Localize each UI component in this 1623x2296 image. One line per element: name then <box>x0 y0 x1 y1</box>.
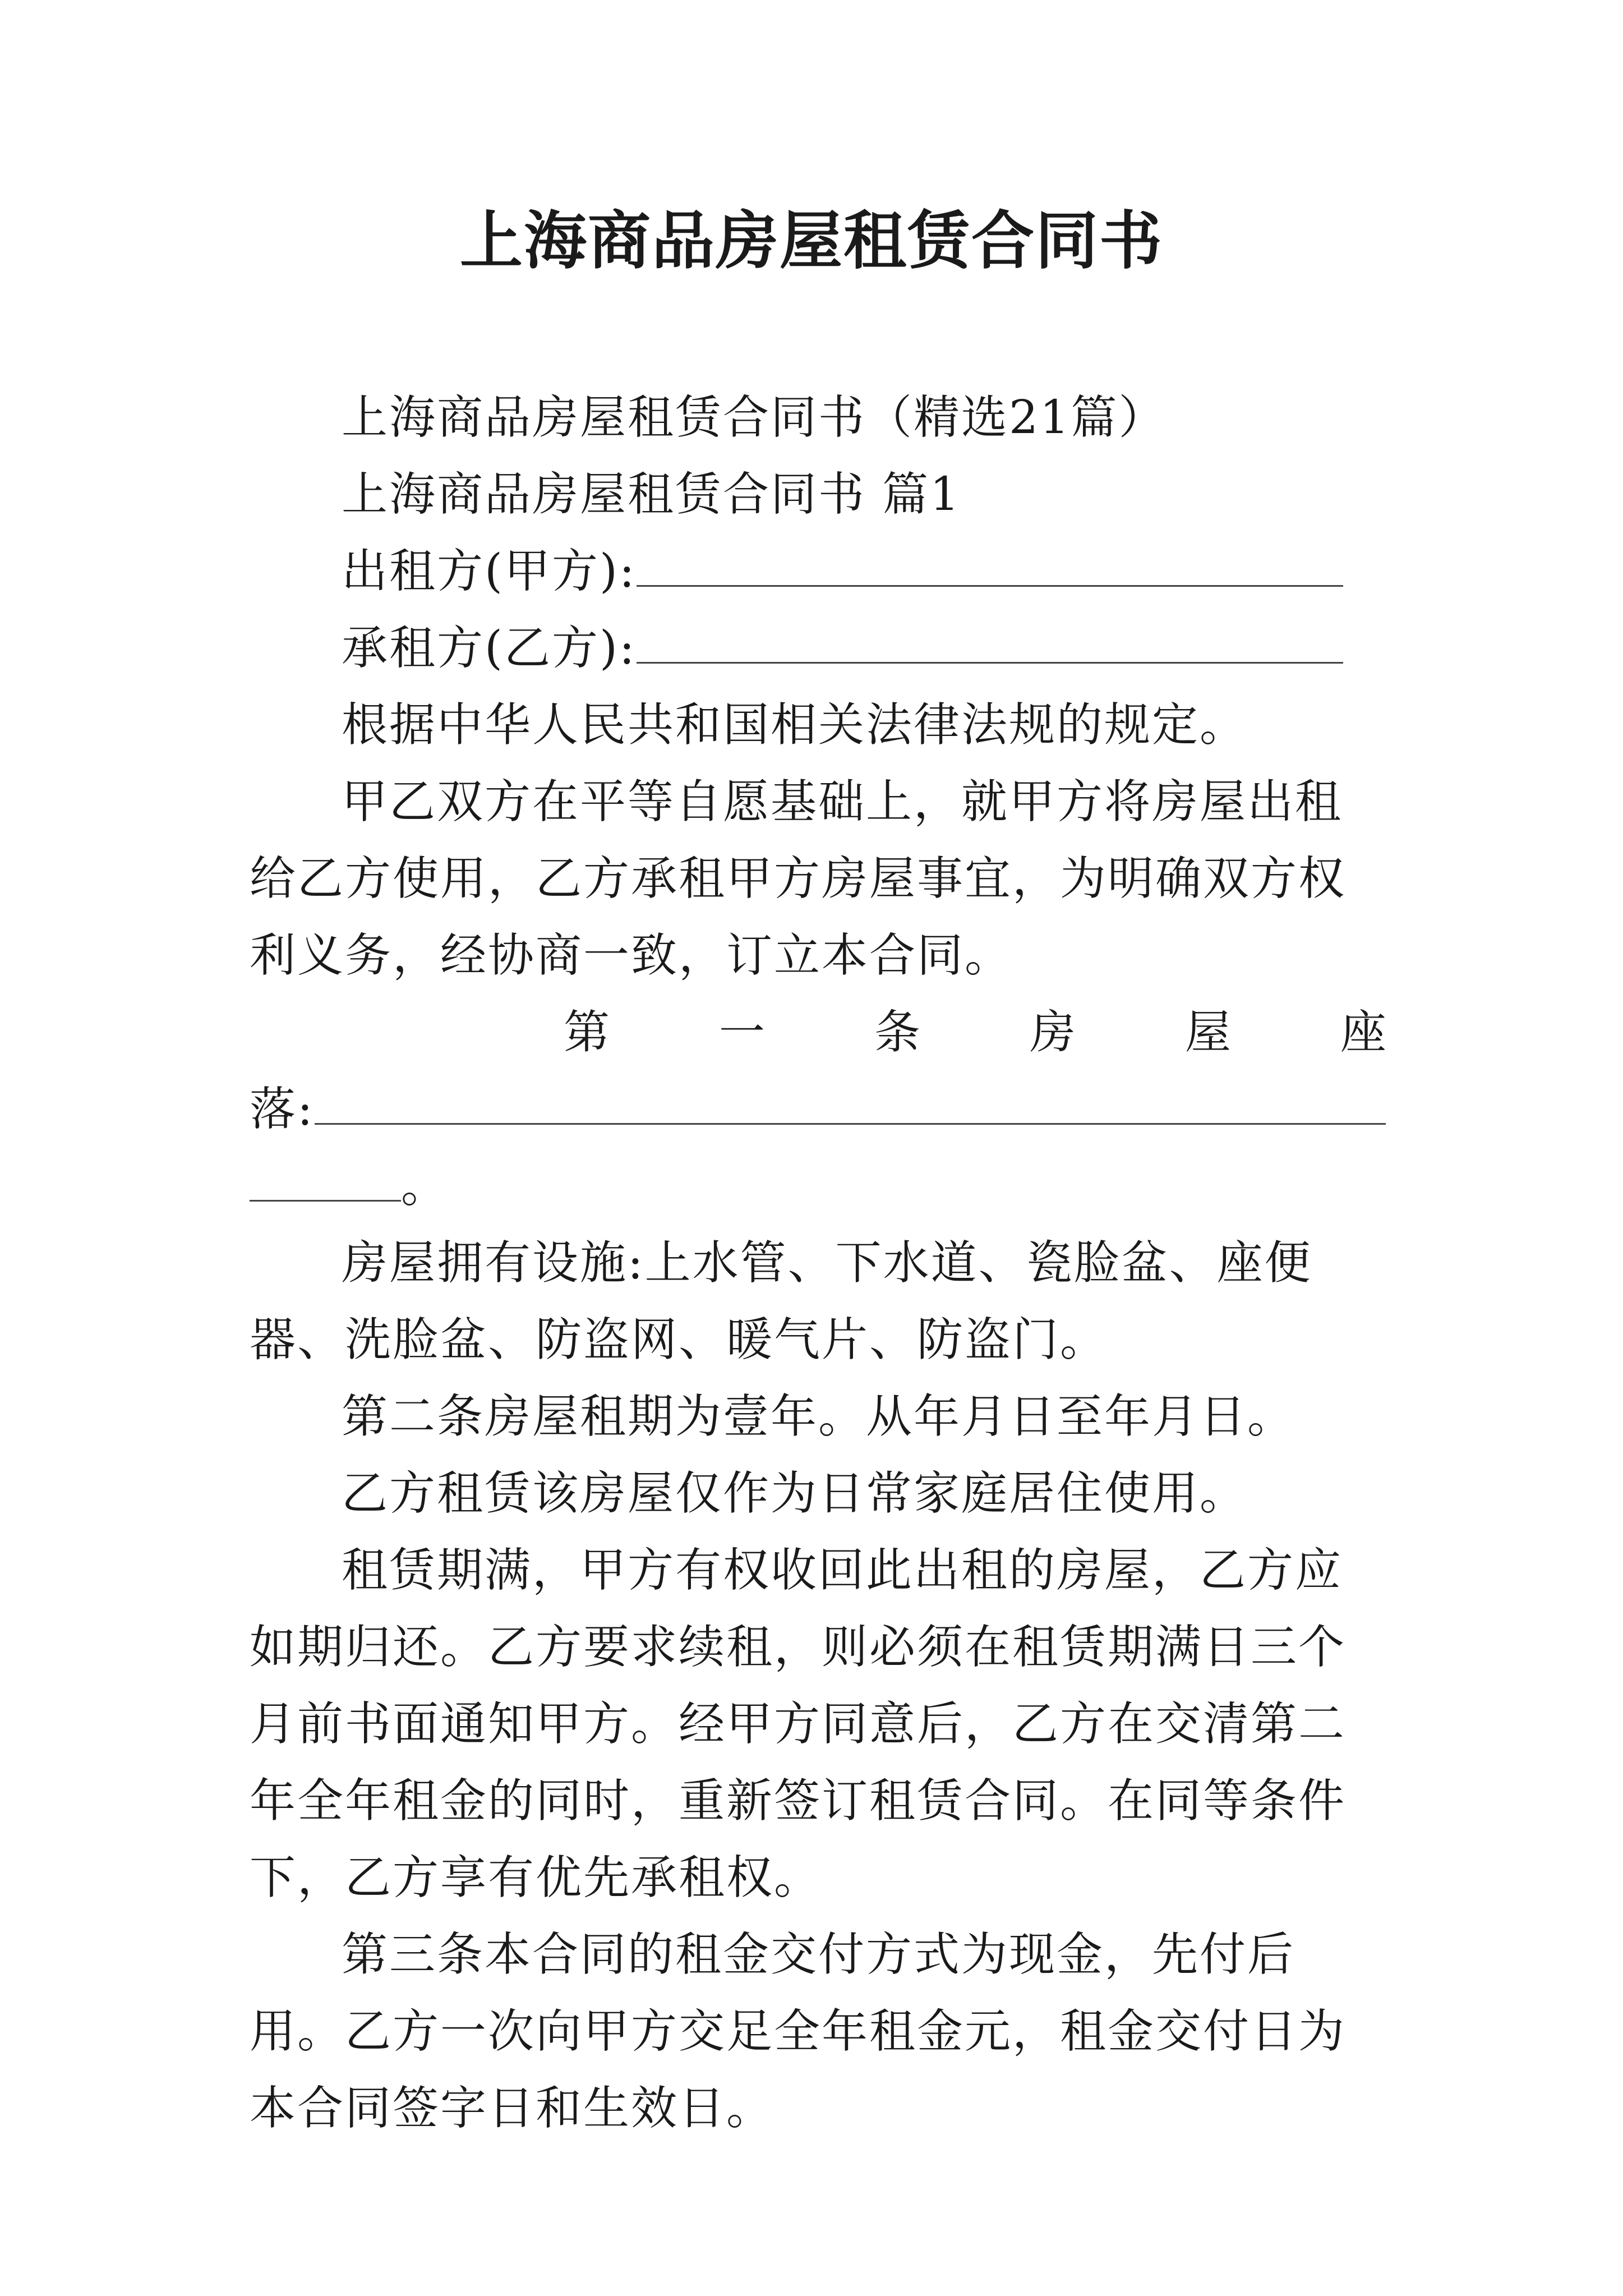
article1-char: 屋 <box>1184 1006 1233 1059</box>
article1-location-end <box>250 1148 1388 1225</box>
article1-location-line <box>250 1071 1388 1148</box>
lessee-label: 承租方(乙方): <box>342 622 637 675</box>
facilities-paragraph: 房屋拥有设施:上水管、下水道、瓷脸盆、座便器、洗脸盆、防盗网、暖气片、防盗门。 <box>250 1236 1312 1366</box>
article1-char: 一 <box>718 1006 767 1059</box>
purpose-paragraph: 甲乙双方在平等自愿基础上，就甲方将房屋出租给乙方使用，乙方承租甲方房屋事宜，为明确双方权利义务，经协商一致，订立本合同。 <box>250 775 1347 982</box>
lessee-line <box>250 610 1388 687</box>
article1-char: 房 <box>1029 1006 1077 1059</box>
lessor-blank <box>637 551 1343 587</box>
lessor-label: 出租方(甲方): <box>342 545 637 598</box>
document-title: 上海商品房屋租赁合同书 <box>460 204 1163 278</box>
article1-end: 。 <box>401 1159 449 1213</box>
usage-paragraph: 乙方租赁该房屋仅作为日常家庭居住使用。 <box>342 1467 1248 1520</box>
location-blank <box>315 1089 1386 1125</box>
lessee-blank <box>637 628 1343 664</box>
article1-char: 条 <box>874 1006 922 1059</box>
article1-tail: 落: <box>250 1083 315 1136</box>
article3-paragraph: 第三条本合同的租金交付方式为现金，先付后用。乙方一次向甲方交足全年租金元，租金交付日为本合同签字日和生效日。 <box>250 1928 1347 2135</box>
section-heading: 上海商品房屋租赁合同书 篇1 <box>342 468 961 521</box>
article1-char: 第 <box>564 1006 612 1059</box>
article2-paragraph: 第二条房屋租期为壹年。从年月日至年月日。 <box>342 1390 1295 1443</box>
document-body <box>250 379 1388 2147</box>
basis-paragraph: 根据中华人民共和国相关法律法规的规定。 <box>342 698 1248 752</box>
article1-char: 座 <box>1340 1006 1388 1059</box>
lessor-line <box>250 533 1388 610</box>
article1-heading <box>250 994 1388 1071</box>
subtitle-paragraph: 上海商品房屋租赁合同书（精选21篇） <box>342 391 1166 444</box>
location-blank-continued <box>250 1166 401 1202</box>
renewal-paragraph: 租赁期满，甲方有权收回此出租的房屋，乙方应如期归还。乙方要求续租，则必须在租赁期满日三个月前书面通知甲方。经甲方同意后，乙方在交清第二年全年租金的同时，重新签订租赁合同。在同等条件下，乙方享有优先承租权。 <box>250 1544 1347 1904</box>
